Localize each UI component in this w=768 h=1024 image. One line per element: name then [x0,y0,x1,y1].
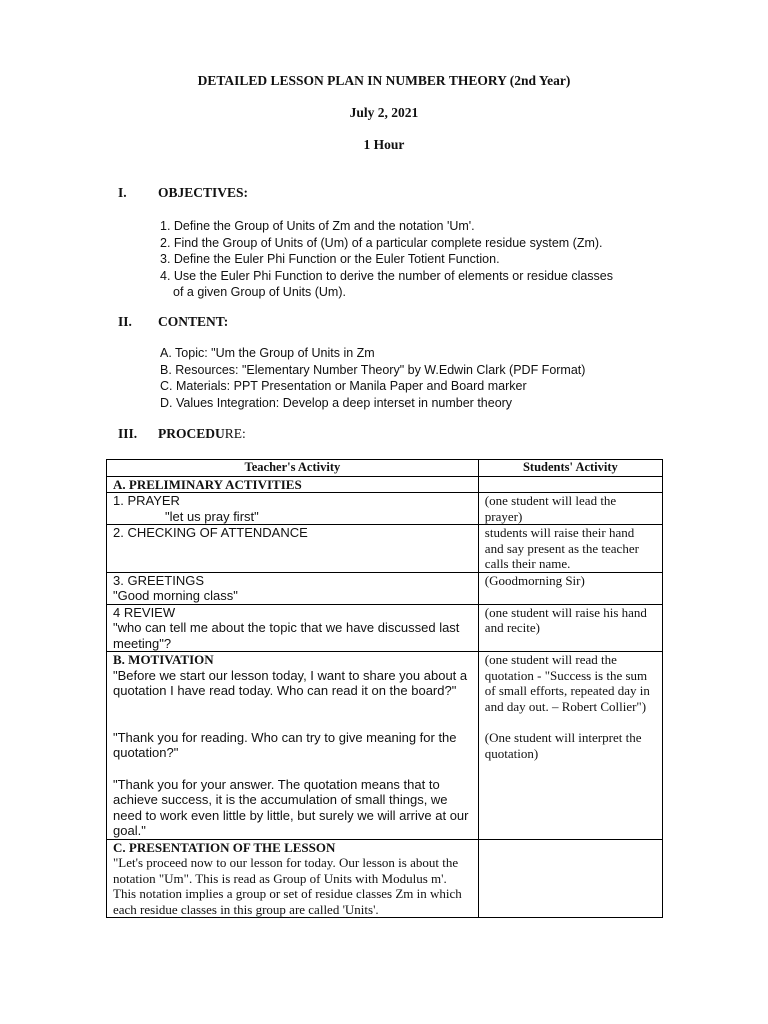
document-title: DETAILED LESSON PLAN IN NUMBER THEORY (2nd Year) [197,73,571,88]
greetings-text: "Good morning class" [113,588,238,603]
procedure-label-rest: RE: [224,426,246,441]
table-row [107,525,663,573]
objectives-list [160,218,613,301]
greetings-student-cell: (Goodmorning Sir) [478,572,662,604]
objective-item: 2. Find the Group of Units of (Um) of a particular complete residue system (Zm). [160,235,603,250]
content-item: C. Materials: PPT Presentation or Manila Paper and Board marker [160,379,527,393]
table-row [107,839,663,918]
objective-item: of a given Group of Units (Um). [173,285,346,299]
students-activity-header: Students' Activity [478,460,662,477]
table-row [107,476,663,493]
review-student-cell: (one student will raise his hand and recite) [478,604,662,652]
activity-table [106,459,663,918]
objective-item: 4. Use the Euler Phi Function to derive the number of elements or residue classes [160,268,614,283]
motivation-student-2: (One student will interpret the quotation) [484,730,642,761]
table-row [107,652,663,840]
section-presentation: C. PRESENTATION OF THE LESSON [113,839,336,855]
review-label: 4 REVIEW [113,604,176,620]
table-cell-empty [478,839,662,918]
content-heading [118,314,228,330]
content-label: CONTENT: [158,314,229,329]
procedure-heading [118,426,246,442]
presentation-text: "Let's proceed now to our lesson for today. Our lesson is about the notation "Um". This is read as Group of Units with Modulus m'. This notation implies a group or set of residue classes Zm in which each residue classes in this group are called 'Units'. [113,855,462,917]
greetings-label: 3. GREETINGS [113,572,205,588]
section-preliminary: A. PRELIMINARY ACTIVITIES [107,476,479,493]
objectives-number: I. [118,185,127,200]
table-row [107,604,663,652]
objectives-heading [118,185,248,201]
teacher-activity-header: Teacher's Activity [107,460,479,477]
greetings-cell [107,572,479,604]
table-cell-empty [478,476,662,493]
motivation-cell [107,652,479,840]
review-text: "who can tell me about the topic that we have discussed last meeting"? [113,620,460,651]
lesson-duration: 1 Hour [363,137,405,152]
motivation-teacher-2: "Thank you for reading. Who can try to give meaning for the quotation?" [113,729,457,760]
motivation-teacher-1: "Before we start our lesson today, I want to share you about a quotation I have read today. Who can read it on the board?" [113,667,468,698]
prayer-text: "let us pray first" [165,508,259,524]
presentation-cell [107,839,479,918]
prayer-student-cell: (one student will lead the prayer) [478,493,662,525]
motivation-teacher-3: "Thank you for your answer. The quotation means that to achieve success, it is the accumulation of small things, we need to work even little by little, but surely we will arrive at our goal." [113,776,469,838]
motivation-student-cell [478,652,662,840]
motivation-student-1: (one student will read the quotation - "Success is the sum of small efforts, repeated day in and day out. – Robert Collier") [484,652,650,714]
objective-item: 1. Define the Group of Units of Zm and the notation 'Um'. [160,219,475,233]
section-motivation: B. MOTIVATION [113,652,214,667]
review-cell [107,604,479,652]
attendance-student-cell: students will raise their hand and say present as the teacher calls their name. [478,525,662,573]
table-row [107,493,663,525]
objectives-label: OBJECTIVES: [158,185,249,200]
prayer-cell [107,493,479,525]
content-item: D. Values Integration: Develop a deep interset in number theory [160,395,513,410]
table-row [107,572,663,604]
lesson-date: July 2, 2021 [349,105,419,120]
procedure-number: III. [118,426,138,441]
objective-item: 3. Define the Euler Phi Function or the Euler Totient Function. [160,252,500,266]
attendance-cell: 2. CHECKING OF ATTENDANCE [107,525,479,573]
table-header-row [107,460,663,477]
prayer-label: 1. PRAYER [113,493,180,508]
content-number: II. [118,314,132,329]
content-item: A. Topic: "Um the Group of Units in Zm [160,346,375,360]
content-list [160,345,585,411]
procedure-label: PROCEDU [158,426,225,441]
content-item: B. Resources: "Elementary Number Theory" by W.Edwin Clark (PDF Format) [160,362,586,377]
